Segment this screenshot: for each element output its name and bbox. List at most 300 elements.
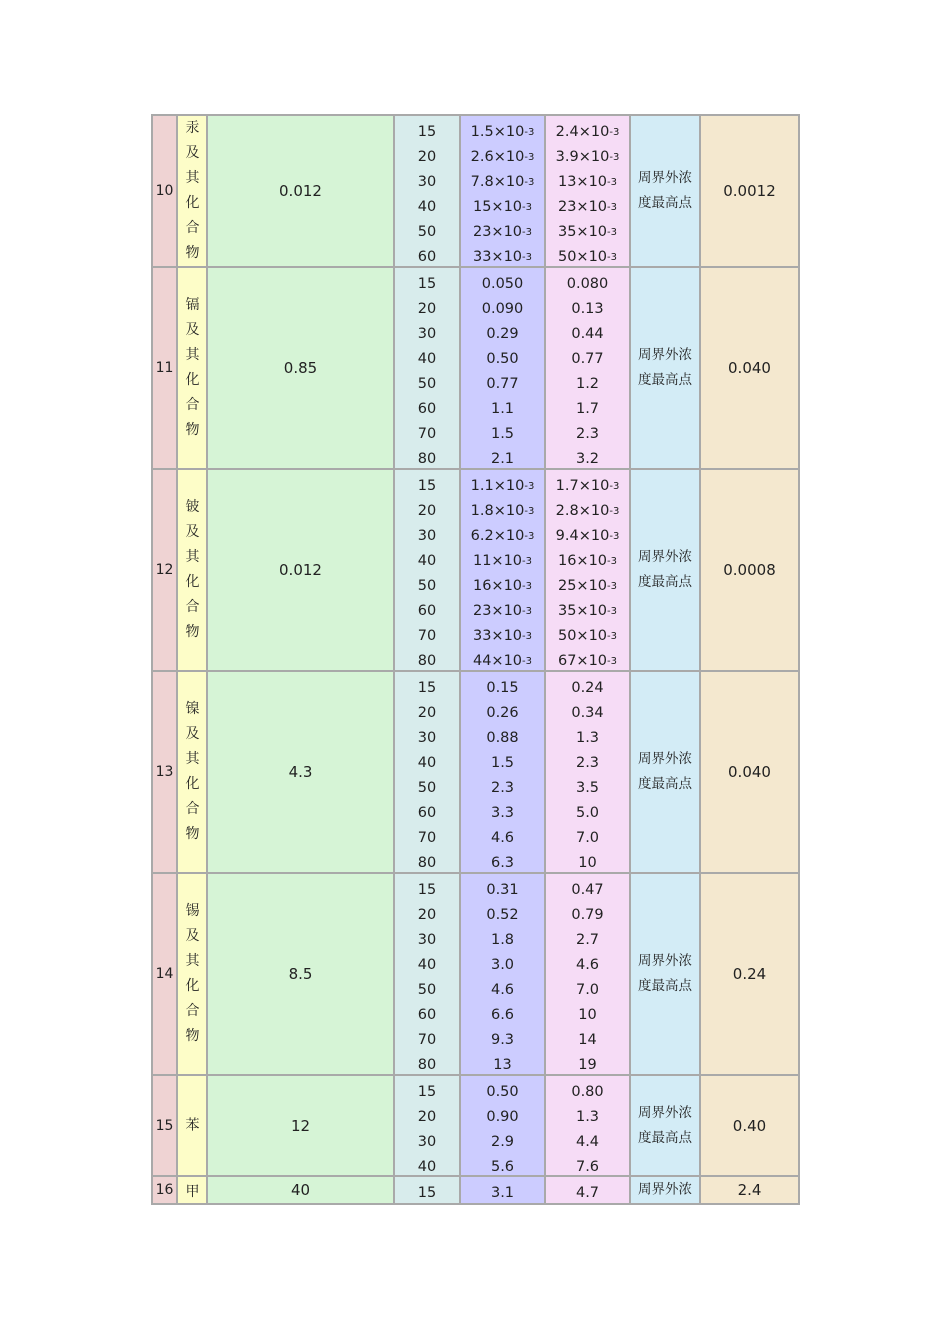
- emission-rate-b: [546, 649, 629, 674]
- emission-rate-b: [546, 776, 629, 801]
- stack-height: 50: [417, 224, 437, 240]
- table-row: [151, 1076, 800, 1177]
- stack-height: 40: [417, 351, 437, 367]
- concentration-limit-cell: [701, 268, 800, 468]
- max-concentration: 0.012: [279, 561, 322, 579]
- emission-rate-a: [461, 170, 544, 195]
- emission-rate-a: [461, 1080, 544, 1105]
- stack-height: 60: [417, 249, 437, 265]
- stack-height: 20: [417, 301, 437, 317]
- emission-rate-b-list: [546, 272, 629, 472]
- stack-height: 30: [417, 174, 437, 190]
- emission-rate-a: [461, 676, 544, 701]
- emission-rate-b-value: 9.4×10: [555, 528, 610, 544]
- emission-rate-a-exponent: -3: [524, 177, 535, 188]
- max-concentration: 8.5: [288, 965, 313, 983]
- monitoring-point-cell: [631, 672, 701, 872]
- emission-rate-a-value: 0.31: [486, 882, 519, 898]
- emission-rate-b: [546, 1130, 629, 1155]
- row-number: 15: [155, 1117, 174, 1134]
- emission-rate-b: [546, 1181, 629, 1206]
- emission-rate-b-exponent: -3: [609, 531, 620, 542]
- pollutant-name-cell: [178, 672, 208, 872]
- emission-rate-b-exponent: -3: [609, 481, 620, 492]
- emission-rate-b: [546, 928, 629, 953]
- stack-height: 60: [417, 805, 437, 821]
- stack-height-cell: [395, 470, 461, 670]
- stack-height: 50: [417, 376, 437, 392]
- emission-rate-b: [546, 195, 629, 220]
- monitoring-point: 周界外浓度最高点: [638, 170, 692, 211]
- emission-rate-a: [461, 1003, 544, 1028]
- pollutant-name-cell: [178, 470, 208, 670]
- pollutant-name: 镉及其化合物: [185, 297, 200, 438]
- table-row: [151, 874, 800, 1076]
- stack-height: 30: [417, 730, 437, 746]
- stack-height: 40: [417, 1159, 437, 1175]
- emission-rate-b-value: 1.3: [575, 730, 600, 746]
- emission-rate-b-list: [546, 1080, 629, 1180]
- emission-rate-a: [461, 953, 544, 978]
- emission-rate-b: [546, 751, 629, 776]
- emission-rate-a-exponent: -3: [522, 227, 533, 238]
- max-concentration: 4.3: [288, 763, 313, 781]
- emission-rate-a-value: 13: [493, 1057, 512, 1073]
- pollutant-name: 镍及其化合物: [185, 701, 200, 842]
- stack-height: 70: [417, 1032, 437, 1048]
- emission-rate-b: [546, 624, 629, 649]
- emission-rate-a-list: [461, 474, 544, 674]
- emission-rate-b: [546, 1053, 629, 1078]
- emission-rate-a: [461, 549, 544, 574]
- emission-rate-b-value: 3.5: [575, 780, 600, 796]
- emission-rate-a-value: 5.6: [490, 1159, 515, 1175]
- emission-rate-a-value: 23×10: [472, 603, 523, 619]
- emission-rate-b-value: 13×10: [557, 174, 608, 190]
- emission-rate-b: [546, 397, 629, 422]
- emission-rate-b-value: 10: [578, 855, 597, 871]
- emission-rate-a: [461, 776, 544, 801]
- emission-rate-a-exponent: -3: [524, 127, 535, 138]
- emission-rate-a-list: [461, 272, 544, 472]
- emission-rate-a-value: 0.52: [486, 907, 519, 923]
- stack-height-list: [395, 1080, 459, 1180]
- emission-rate-a-value: 2.3: [490, 780, 515, 796]
- emission-rate-a: [461, 422, 544, 447]
- concentration-limit-cell: [701, 672, 800, 872]
- emission-rate-b: [546, 1105, 629, 1130]
- row-number: 14: [155, 966, 174, 982]
- emission-rate-b: [546, 878, 629, 903]
- emission-rate-b: [546, 145, 629, 170]
- emission-rate-a: [461, 297, 544, 322]
- table-row: [151, 470, 800, 672]
- monitoring-point-cell: [631, 1177, 701, 1203]
- emission-rate-b-value: 3.9×10: [555, 149, 610, 165]
- stack-height: 40: [417, 755, 437, 771]
- stack-height: 20: [417, 1109, 437, 1125]
- monitoring-point: 周界外浓度最高点: [638, 1104, 692, 1146]
- emission-rate-b-value: 1.2: [575, 376, 600, 392]
- emission-rate-a-value: 0.88: [486, 730, 519, 746]
- emission-rate-a-value: 1.8: [490, 932, 515, 948]
- emission-rate-b-value: 4.6: [575, 957, 600, 973]
- emission-rate-a-list: [461, 1181, 544, 1206]
- stack-height: 50: [417, 780, 437, 796]
- concentration-limit: 2.4: [737, 1181, 762, 1199]
- emission-rate-a: [461, 322, 544, 347]
- emission-rate-a: [461, 245, 544, 270]
- emission-rate-b-value: 35×10: [557, 603, 608, 619]
- emission-rate-b-value: 1.7: [575, 401, 600, 417]
- emission-rate-b: [546, 272, 629, 297]
- pollutant-name: 锡及其化合物: [185, 903, 200, 1044]
- emission-rate-b: [546, 474, 629, 499]
- stack-height-cell: [395, 116, 461, 266]
- stack-height: 40: [417, 199, 437, 215]
- concentration-limit: 0.24: [732, 965, 767, 983]
- max-concentration: 12: [290, 1116, 311, 1135]
- emission-rate-b-value: 1.7×10: [555, 478, 610, 494]
- emission-rate-a-value: 0.26: [486, 705, 519, 721]
- emission-rate-a-exponent: -3: [522, 606, 533, 617]
- stack-height-list: [395, 120, 459, 270]
- row-number: 12: [155, 562, 174, 578]
- emission-rate-b: [546, 499, 629, 524]
- concentration-limit: 0.40: [732, 1116, 767, 1135]
- emission-rate-b: [546, 1080, 629, 1105]
- stack-height: 20: [417, 907, 437, 923]
- emission-rate-a: [461, 1130, 544, 1155]
- emission-rate-b-list: [546, 1181, 629, 1206]
- emission-rate-a-value: 2.6×10: [470, 149, 525, 165]
- emission-rate-a-value: 2.9: [490, 1134, 515, 1150]
- emission-rate-a-value: 15×10: [472, 199, 523, 215]
- emission-rate-a: [461, 1028, 544, 1053]
- emission-rate-b: [546, 245, 629, 270]
- emission-rate-a: [461, 120, 544, 145]
- emission-rate-a: [461, 878, 544, 903]
- pollutant-name: 苯: [185, 1117, 200, 1133]
- emission-rate-b: [546, 1003, 629, 1028]
- emission-rate-a-value: 9.3: [490, 1032, 515, 1048]
- row-number: 10: [155, 183, 174, 199]
- emission-rate-a: [461, 447, 544, 472]
- stack-height: 60: [417, 603, 437, 619]
- emission-rate-a-cell: [461, 470, 546, 670]
- emission-rate-a: [461, 726, 544, 751]
- concentration-limit-cell: [701, 470, 800, 670]
- monitoring-point: 周界外浓度最高点: [638, 347, 692, 388]
- emission-rate-b: [546, 422, 629, 447]
- stack-height-cell: [395, 268, 461, 468]
- emission-rate-b: [546, 676, 629, 701]
- monitoring-point-cell: [631, 874, 701, 1074]
- emission-rate-b-cell: [546, 268, 631, 468]
- emission-rate-b: [546, 801, 629, 826]
- emission-rate-b: [546, 347, 629, 372]
- emission-rate-b: [546, 701, 629, 726]
- emission-rate-b-value: 2.4×10: [555, 124, 610, 140]
- stack-height: 80: [417, 451, 437, 467]
- stack-height: 80: [417, 1057, 437, 1073]
- stack-height: 60: [417, 1007, 437, 1023]
- emission-rate-b: [546, 549, 629, 574]
- emission-rate-a: [461, 826, 544, 851]
- max-concentration: 0.012: [279, 182, 322, 200]
- table-row: [151, 672, 800, 874]
- emission-rate-b-value: 7.0: [575, 982, 600, 998]
- table-row: [151, 1177, 800, 1205]
- emission-rate-a-cell: [461, 672, 546, 872]
- stack-height: 30: [417, 1134, 437, 1150]
- emission-rate-b-cell: [546, 470, 631, 670]
- emission-rate-a: [461, 272, 544, 297]
- stack-height: 80: [417, 855, 437, 871]
- concentration-limit: 0.0012: [723, 182, 776, 200]
- emission-rate-a-value: 7.8×10: [470, 174, 525, 190]
- emission-rate-a: [461, 574, 544, 599]
- stack-height: 30: [417, 326, 437, 342]
- emission-rate-a-cell: [461, 268, 546, 468]
- emission-rate-b-cell: [546, 672, 631, 872]
- emission-rate-b-value: 2.8×10: [555, 503, 610, 519]
- emission-rate-a: [461, 599, 544, 624]
- emission-rate-a-exponent: -3: [524, 152, 535, 163]
- emission-rate-b-value: 16×10: [557, 553, 608, 569]
- emission-rate-b-value: 19: [578, 1057, 597, 1073]
- emission-rate-b-list: [546, 676, 629, 876]
- emission-rate-b: [546, 447, 629, 472]
- emission-rate-b-value: 0.44: [571, 326, 604, 342]
- emission-rate-a-value: 0.29: [486, 326, 519, 342]
- stack-height: 70: [417, 628, 437, 644]
- stack-height-list: [395, 676, 459, 876]
- emission-rate-b-exponent: -3: [609, 127, 620, 138]
- emission-rate-a-exponent: -3: [522, 252, 533, 263]
- emission-rate-b-value: 0.34: [571, 705, 604, 721]
- emission-rate-b: [546, 826, 629, 851]
- stack-height-list: [395, 474, 459, 674]
- monitoring-point-cell: [631, 268, 701, 468]
- monitoring-point-cell: [631, 470, 701, 670]
- max-concentration-cell: [208, 1177, 395, 1203]
- emission-rate-a: [461, 978, 544, 1003]
- emission-rate-a-list: [461, 120, 544, 270]
- emission-rate-a: [461, 347, 544, 372]
- emission-rate-a-list: [461, 1080, 544, 1180]
- emission-rate-a-exponent: -3: [522, 556, 533, 567]
- emission-rate-a-value: 4.6: [490, 982, 515, 998]
- max-concentration-cell: [208, 116, 395, 266]
- emission-rate-a-value: 0.050: [481, 276, 524, 292]
- stack-height: 20: [417, 705, 437, 721]
- emission-rate-b-value: 5.0: [575, 805, 600, 821]
- emission-rate-a-value: 6.3: [490, 855, 515, 871]
- emission-rate-b-value: 0.080: [566, 276, 609, 292]
- pollutant-name: 汞及其化合物: [185, 120, 200, 261]
- stack-height-cell: [395, 874, 461, 1074]
- concentration-limit-cell: [701, 874, 800, 1074]
- emission-rate-a-value: 0.50: [486, 1084, 519, 1100]
- monitoring-point: 周界外浓度最高点: [638, 953, 692, 994]
- emission-rate-a: [461, 1053, 544, 1078]
- emission-rate-b-value: 0.47: [571, 882, 604, 898]
- emission-rate-a-exponent: -3: [524, 506, 535, 517]
- emission-rate-b-exponent: -3: [607, 252, 618, 263]
- emission-rate-a-value: 0.090: [481, 301, 524, 317]
- stack-height-cell: [395, 1076, 461, 1175]
- emission-rate-b-value: 23×10: [557, 199, 608, 215]
- pollutant-name-cell: [178, 268, 208, 468]
- stack-height-list: [395, 272, 459, 472]
- stack-height: 20: [417, 503, 437, 519]
- emission-rate-a-exponent: -3: [522, 581, 533, 592]
- emission-rate-b-value: 35×10: [557, 224, 608, 240]
- emission-rate-b-exponent: -3: [607, 227, 618, 238]
- stack-height: 30: [417, 932, 437, 948]
- emission-rate-a: [461, 1105, 544, 1130]
- table-row: [151, 114, 800, 268]
- emission-rate-a: [461, 474, 544, 499]
- emission-rate-a: [461, 220, 544, 245]
- emission-rate-b: [546, 524, 629, 549]
- emission-rate-b-exponent: -3: [609, 506, 620, 517]
- row-number-cell: [151, 268, 178, 468]
- stack-height: 80: [417, 653, 437, 669]
- emission-rate-b: [546, 120, 629, 145]
- emission-rate-a-value: 23×10: [472, 224, 523, 240]
- emission-rate-a-value: 0.15: [486, 680, 519, 696]
- emission-rate-b-exponent: -3: [607, 177, 618, 188]
- emission-rate-b-value: 4.4: [575, 1134, 600, 1150]
- emission-rate-a-value: 1.5×10: [470, 124, 525, 140]
- emission-rate-a-value: 11×10: [472, 553, 523, 569]
- pollutant-name: 铍及其化合物: [185, 499, 200, 640]
- emission-rate-b-list: [546, 878, 629, 1078]
- emission-rate-b-value: 2.3: [575, 426, 600, 442]
- emission-rate-b-value: 3.2: [575, 451, 600, 467]
- emission-rate-b-cell: [546, 116, 631, 266]
- row-number: 11: [155, 360, 174, 376]
- emission-rate-b-exponent: -3: [607, 631, 618, 642]
- max-concentration-cell: [208, 1076, 395, 1175]
- row-number-cell: [151, 874, 178, 1074]
- emission-rate-b-value: 67×10: [557, 653, 608, 669]
- stack-height: 70: [417, 830, 437, 846]
- emission-rate-a-value: 6.6: [490, 1007, 515, 1023]
- emission-rate-a: [461, 372, 544, 397]
- emission-rate-b-value: 7.6: [575, 1159, 600, 1175]
- row-number-cell: [151, 672, 178, 872]
- emission-rate-b: [546, 220, 629, 245]
- emission-rate-a: [461, 624, 544, 649]
- emission-rate-a-value: 3.1: [490, 1185, 515, 1201]
- emission-rate-a-exponent: -3: [524, 481, 535, 492]
- monitoring-point: 周界外浓: [638, 1181, 692, 1198]
- emission-rate-a-exponent: -3: [522, 631, 533, 642]
- emission-rate-a: [461, 195, 544, 220]
- emission-rate-b-exponent: -3: [607, 581, 618, 592]
- emission-rate-b: [546, 1028, 629, 1053]
- emission-rate-b-value: 7.0: [575, 830, 600, 846]
- max-concentration-cell: [208, 672, 395, 872]
- emission-rate-b-value: 10: [578, 1007, 597, 1023]
- emission-rate-a-value: 1.1×10: [470, 478, 525, 494]
- emission-rate-a-cell: [461, 1177, 546, 1203]
- emission-rate-b: [546, 322, 629, 347]
- emission-rate-a: [461, 801, 544, 826]
- emission-rate-a-value: 4.6: [490, 830, 515, 846]
- emission-rate-a-value: 1.8×10: [470, 503, 525, 519]
- emission-rate-a-value: 16×10: [472, 578, 523, 594]
- emission-rate-a: [461, 145, 544, 170]
- emission-rate-a-exponent: -3: [522, 656, 533, 667]
- emission-rate-a: [461, 851, 544, 876]
- stack-height: 15: [417, 680, 437, 696]
- emission-rate-a-list: [461, 676, 544, 876]
- stack-height: 30: [417, 528, 437, 544]
- emission-rate-b-exponent: -3: [607, 202, 618, 213]
- emission-rate-a-cell: [461, 874, 546, 1074]
- pollutant-name-cell: [178, 1177, 208, 1203]
- row-number-cell: [151, 1076, 178, 1175]
- emission-rate-b: [546, 574, 629, 599]
- emission-rate-b-value: 0.80: [571, 1084, 604, 1100]
- emission-rate-b-exponent: -3: [607, 606, 618, 617]
- stack-height: 15: [417, 478, 437, 494]
- emission-rate-a-exponent: -3: [524, 531, 535, 542]
- emission-rate-b: [546, 978, 629, 1003]
- row-number-cell: [151, 116, 178, 266]
- row-number-cell: [151, 1177, 178, 1203]
- emission-rate-a-value: 33×10: [472, 628, 523, 644]
- emission-rate-b-value: 2.7: [575, 932, 600, 948]
- emission-rate-a-value: 1.5: [490, 426, 515, 442]
- emission-rate-a-value: 2.1: [490, 451, 515, 467]
- emission-rate-b-list: [546, 474, 629, 674]
- pollutant-name-cell: [178, 874, 208, 1074]
- stack-height: 20: [417, 149, 437, 165]
- emission-rate-a: [461, 649, 544, 674]
- concentration-limit: 0.040: [728, 763, 771, 781]
- emission-rate-b-value: 0.13: [571, 301, 604, 317]
- emission-rate-b: [546, 599, 629, 624]
- stack-height: 50: [417, 578, 437, 594]
- emission-rate-b: [546, 903, 629, 928]
- emission-rate-b-list: [546, 120, 629, 270]
- emission-rate-b-value: 50×10: [557, 249, 608, 265]
- stack-height: 15: [417, 1185, 437, 1201]
- emission-rate-b-value: 0.77: [571, 351, 604, 367]
- concentration-limit-cell: [701, 1177, 800, 1203]
- emission-rate-b-cell: [546, 874, 631, 1074]
- emission-rate-b-value: 1.3: [575, 1109, 600, 1125]
- pollutant-emission-table: [151, 114, 800, 1205]
- emission-rate-a-value: 1.1: [490, 401, 515, 417]
- emission-rate-a-value: 1.5: [490, 755, 515, 771]
- emission-rate-a-value: 44×10: [472, 653, 523, 669]
- concentration-limit: 0.040: [728, 359, 771, 377]
- monitoring-point: 周界外浓度最高点: [638, 751, 692, 792]
- stack-height: 15: [417, 882, 437, 898]
- pollutant-name: 甲: [185, 1184, 200, 1200]
- emission-rate-a: [461, 1181, 544, 1206]
- emission-rate-a-value: 6.2×10: [470, 528, 525, 544]
- emission-rate-a-list: [461, 878, 544, 1078]
- emission-rate-b: [546, 953, 629, 978]
- stack-height-cell: [395, 1177, 461, 1203]
